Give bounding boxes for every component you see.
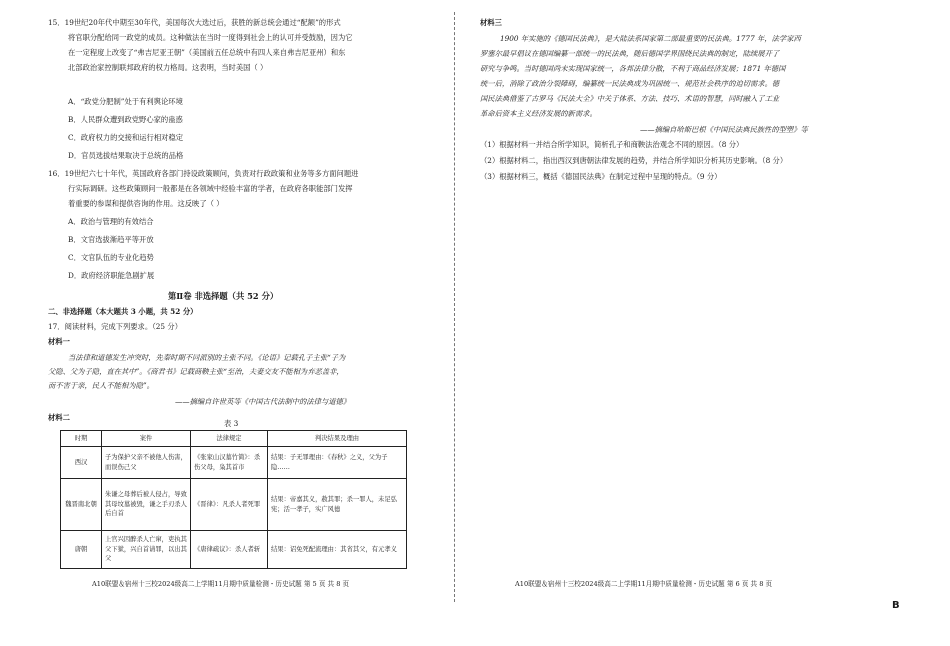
column-divider: [454, 12, 455, 602]
q15-option-d[interactable]: D．官员选拔结果取决于总统的品格: [68, 151, 184, 160]
table-3: [60, 430, 407, 569]
q16-option-b[interactable]: B．文官选拔渐趋平等开放: [68, 235, 154, 244]
material2-label: 材料二: [48, 413, 70, 422]
table-caption: 表 3: [224, 419, 239, 428]
left-footer: A10联盟＆宿州十三校2024级高二上学期11月期中质量检测・历史试题 第 5 页 共 8 页: [92, 580, 350, 588]
q16-option-a[interactable]: A．政治与管理的有效结合: [68, 217, 154, 226]
header-period: 时期: [61, 431, 102, 447]
question-2: （2）根据材料二，指出西汉到唐朝法律发展的趋势，并结合所学知识分析其历史影响。（8 分）: [480, 156, 788, 165]
table-row: [61, 479, 407, 531]
q15-option-b[interactable]: B．人民群众遭到政党野心家的蛊惑: [68, 115, 183, 124]
right-footer: A10联盟＆宿州十三校2024级高二上学期11月期中质量检测・历史试题 第 6 页 共 8 页: [515, 580, 773, 588]
q16-option-d[interactable]: D．政府经济职能急剧扩展: [68, 271, 155, 280]
q15-line-3: 在一定程度上改变了“弗吉尼亚王朝”（美国前五任总统中有四人来自弗吉尼亚州）和东: [68, 48, 346, 57]
material1-line-3: 而不害于亲，民人不能相为隐”。: [48, 381, 154, 390]
cell-law: 《唐律疏议》：杀人者斩: [191, 531, 268, 569]
material1-label: 材料一: [48, 337, 70, 346]
part2-heading: 二、非选择题（本大题共 3 小题，共 52 分）: [48, 307, 198, 316]
table-row: [61, 531, 407, 569]
material3-line-3: 研究与争鸣。当时德国尚未实现国家统一，各邦法律分散，不利于商品经济发展；1871 年德国: [480, 64, 786, 73]
question-1: （1）根据材料一并结合所学知识，简析孔子和商鞅法治观念不同的原因。（8 分）: [480, 140, 744, 149]
paper-version-mark: B: [892, 600, 900, 611]
table-row: [61, 447, 407, 479]
material3-label: 材料三: [480, 18, 502, 27]
part2-title: 第Ⅱ卷 非选择题（共 52 分）: [168, 291, 279, 301]
cell-case: 子为保护父亲不被他人伤害，而误伤己父: [102, 447, 191, 479]
q16-option-c[interactable]: C．文官队伍的专业化趋势: [68, 253, 154, 262]
q16-line-2: 行实际调研。这些政策顾问一般都是在各领域中经验丰富的学者，在政府各职能部门发挥: [68, 184, 353, 193]
table-header-row: [61, 431, 407, 447]
cell-case: 朱谦之母葬后被人侵占，导致其母坟墓被毁，谦之手刃杀人后自首: [102, 479, 191, 531]
cell-period: 西汉: [61, 447, 102, 479]
material3-line-4: 统一后，消除了政治分裂障碍，编纂统一民法典成为巩固统一、规范社会秩序的迫切需求。德: [480, 79, 780, 88]
material3-line-6: 革命后资本主义经济发展的新需求。: [480, 109, 597, 118]
material3-source: ——摘编自哈斯巴根《中国民法典民族性的型塑》等: [640, 125, 808, 134]
q15-line-4: 北部政治家控制联邦政府的权力格局。这表明，当时美国（ ）: [68, 63, 268, 72]
question-3: （3）根据材料三，概括《德国民法典》在制定过程中呈现的特点。（9 分）: [480, 172, 722, 181]
material1-line-1: 当法律和道德发生冲突时，先秦时期不同派别的主张不同。《论语》记载孔子主张“子为: [68, 353, 346, 362]
q17-prompt: 17．阅读材料，完成下列要求。（25 分）: [48, 322, 182, 331]
q16-line-1: 16．19世纪六七十年代，英国政府各部门持设政策顾问，负责对行政政策和业务等多方面问题进: [48, 169, 359, 178]
cell-period: 魏晋南北朝: [61, 479, 102, 531]
material1-source: ——摘编自许世英等《中国古代法制中的法律与道德》: [175, 397, 351, 406]
header-law: 法律规定: [191, 431, 268, 447]
q15-option-a[interactable]: A．“政党分肥制”处于有利舆论环境: [68, 97, 183, 106]
cell-law: 《晋律》：凡杀人者死罪: [191, 479, 268, 531]
header-verdict: 判决结果及理由: [268, 431, 407, 447]
cell-law: 《张家山汉墓竹简》：杀伤父母，枭其首市: [191, 447, 268, 479]
cell-period: 唐朝: [61, 531, 102, 569]
q16-line-3: 着重要的参谋和提供咨询的作用。这反映了（ ）: [68, 199, 224, 208]
material3-line-5: 国民法典借鉴了古罗马《民法大全》中关于体系、方法、技巧、术语的智慧，同时融入了工业: [480, 94, 780, 103]
cell-case: 上官兴因醉杀人亡窜，吏执其父下狱，兴自首请罪，以出其父: [102, 531, 191, 569]
cell-verdict: 结果：子无罪理由：《春秋》之义，父为子隐……: [268, 447, 407, 479]
cell-verdict: 结果：诏免死配流理由：其省其父，有元孝义: [268, 531, 407, 569]
q15-option-c[interactable]: C．政府权力的交接和运行相对稳定: [68, 133, 184, 142]
q15-line-1: 15．19世纪20年代中期至30年代，美国每次大选过后，获胜的新总统会通过“配额”的形式: [48, 18, 341, 27]
q15-line-2: 将官职分配给同一政党的成员。这种做法在当时一度得到社会上的认可并受鼓励，因为它: [68, 33, 353, 42]
material3-line-2: 罗塞尔最早倡议在德国编纂一部统一的民法典，随后德国学界围绕民法典的制定，陆续展开了: [480, 49, 780, 58]
header-case: 案件: [102, 431, 191, 447]
material1-line-2: 父隐、父为子隐，直在其中”。《商君书》记载商鞅主张“至治，夫妻交友不能相为弃恶盖非，: [48, 367, 344, 376]
cell-verdict: 结果：帝嘉其义，赦其罪；杀一罪人，未足弘宪；活一孝子，实广风德: [268, 479, 407, 531]
material3-line-1: 1900 年实施的《德国民法典》，是大陆法系国家第二部最重要的民法典。1777 年，法学家西: [500, 34, 801, 43]
